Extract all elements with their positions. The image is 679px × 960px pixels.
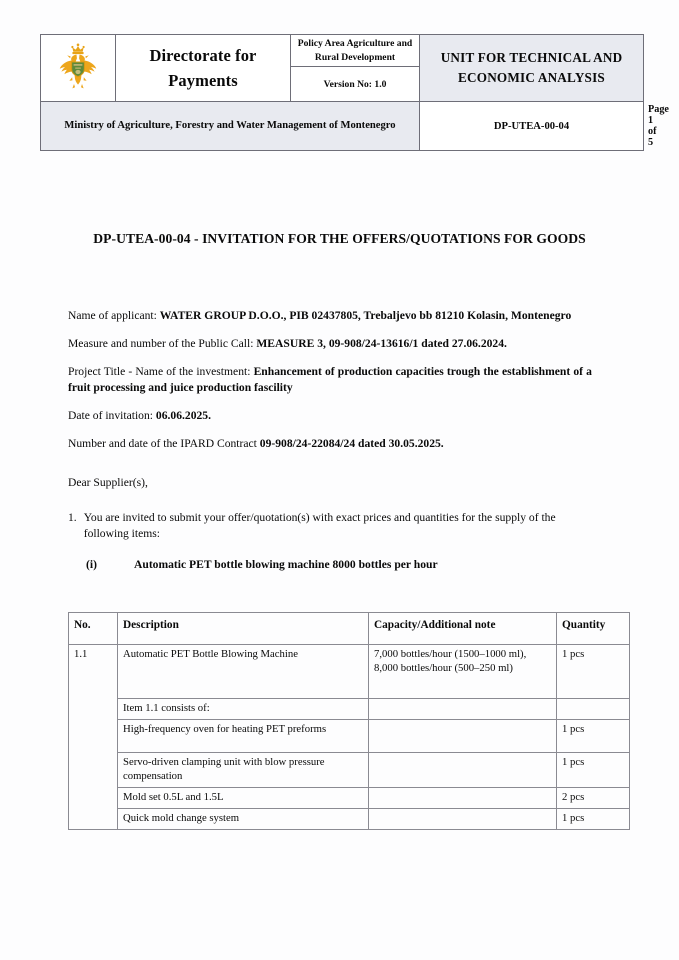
directorate-line-2: Payments [168, 71, 238, 91]
row-capacity [369, 753, 557, 788]
row-description: Mold set 0.5L and 1.5L [118, 787, 369, 808]
contract-label: Number and date of the IPARD Contract [68, 436, 260, 450]
directorate-title-cell [116, 35, 291, 102]
table-row [69, 720, 630, 753]
row-no-1-1: 1.1 [69, 645, 118, 830]
row-description: Quick mold change system [118, 808, 369, 829]
row-description: High-frequency oven for heating PET preforms [118, 720, 369, 753]
applicant-value: WATER GROUP D.O.O., PIB 02437805, Trebaljevo bb 81210 Kolasin, Montenegro [159, 309, 572, 322]
row-capacity [369, 699, 557, 720]
table-header-row [69, 613, 630, 645]
measure-value: MEASURE 3, 09-908/24-13616/1 dated 27.06.2024. [256, 336, 507, 350]
column-header-quantity: Quantity [557, 613, 630, 645]
row-quantity: 1 pcs [557, 753, 630, 788]
measure-label: Measure and number of the Public Call: [68, 336, 257, 350]
table-row [69, 808, 630, 829]
policy-area-cell: Policy Area Agriculture and Rural Development [291, 35, 420, 67]
list-item-number: 1. [68, 510, 77, 524]
goods-item-heading [68, 557, 592, 574]
column-header-no: No. [69, 613, 118, 645]
row-quantity [557, 699, 630, 720]
row-quantity: 1 pcs [557, 808, 630, 829]
row-description: Servo-driven clamping unit with blow pressure compensation [118, 753, 369, 788]
salutation: Dear Supplier(s), [68, 475, 148, 489]
version-cell: Version No: 1.0 [291, 67, 420, 102]
header-row-ministry: Ministry of Agriculture, Forestry and Water Management of Montenegro DP-UTEA-00-04 Page 1 of 5 [41, 102, 644, 151]
contract-value: 09-908/24-22084/24 dated 30.05.2025. [259, 436, 444, 450]
row-description: Automatic PET Bottle Blowing Machine [118, 645, 369, 699]
row-quantity: 2 pcs [557, 787, 630, 808]
measure-paragraph [68, 336, 592, 353]
invitation-date-paragraph [68, 408, 592, 425]
column-header-description: Description [118, 613, 369, 645]
row-capacity: 7,000 bottles/hour (1500–1000 ml), 8,000 bottles/hour (500–250 ml) [369, 645, 557, 699]
column-header-capacity: Capacity/Additional note [369, 613, 557, 645]
list-item-text: You are invited to submit your offer/quotation(s) with exact prices and quantities for the supply of the following items: [83, 510, 556, 541]
goods-items-table [68, 612, 630, 830]
row-description: Item 1.1 consists of: [118, 699, 369, 720]
montenegro-coat-of-arms-icon [58, 43, 98, 93]
header-row-main [41, 35, 644, 67]
emblem-cell [41, 35, 116, 102]
applicant-label: Name of applicant: [68, 309, 160, 322]
project-paragraph [68, 364, 592, 398]
table-row [69, 645, 630, 699]
table-row [69, 787, 630, 808]
document-body [68, 308, 592, 584]
page-title: DP-UTEA-00-04 - INVITATION FOR THE OFFERS/QUOTATIONS FOR GOODS [93, 231, 586, 246]
project-value: Enhancement of production capacities trough the establishment of a fruit processing and juice production fascility [68, 364, 592, 395]
invitation-list-item [68, 510, 592, 544]
document-id-cell: DP-UTEA-00-04 [420, 102, 644, 151]
row-capacity [369, 720, 557, 753]
contract-paragraph [68, 436, 592, 453]
goods-item-number: (i) [86, 558, 97, 572]
invitation-date-value: 06.06.2025. [155, 409, 211, 423]
directorate-line-1: Directorate for [149, 45, 257, 65]
table-row [69, 753, 630, 788]
row-capacity [369, 808, 557, 829]
table-row [69, 699, 630, 720]
unit-title-cell: UNIT FOR TECHNICAL AND ECONOMIC ANALYSIS [420, 35, 644, 102]
invitation-date-label: Date of invitation: [68, 409, 156, 423]
project-label: Project Title - Name of the investment: [68, 364, 254, 378]
row-quantity: 1 pcs [557, 645, 630, 699]
applicant-paragraph [68, 308, 592, 325]
row-capacity [369, 787, 557, 808]
row-quantity: 1 pcs [557, 720, 630, 753]
ministry-cell: Ministry of Agriculture, Forestry and Water Management of Montenegro [41, 102, 420, 151]
goods-item-title: Automatic PET bottle blowing machine 8000 bottles per hour [134, 558, 438, 572]
document-header-table [40, 34, 669, 151]
